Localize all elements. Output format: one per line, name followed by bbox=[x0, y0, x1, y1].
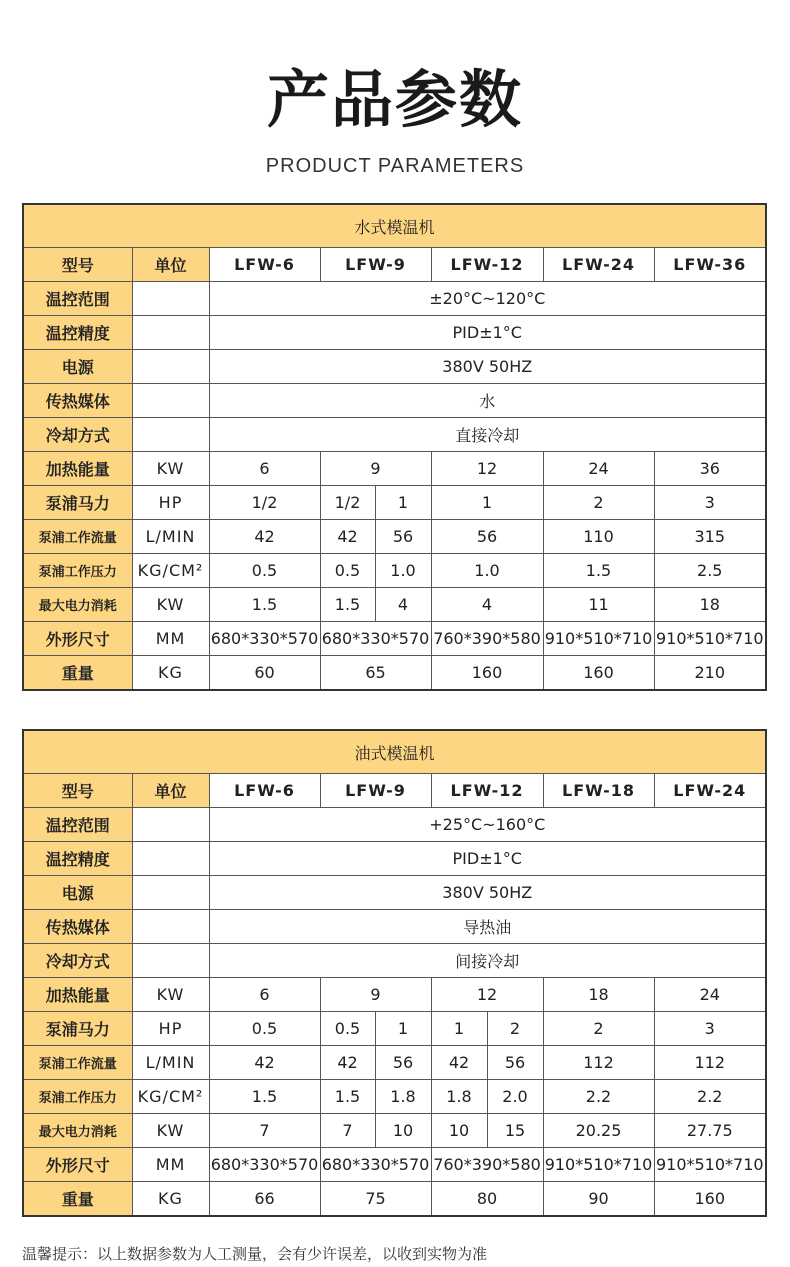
empty-unit-cell bbox=[132, 418, 209, 452]
value-cell: 75 bbox=[320, 1182, 431, 1216]
heating-label: 加热能量 bbox=[23, 978, 132, 1012]
model-cell: LFW-24 bbox=[654, 774, 766, 808]
value-cell: 4 bbox=[375, 588, 431, 622]
value-cell: 15 bbox=[487, 1114, 543, 1148]
size-label: 外形尺寸 bbox=[23, 622, 132, 656]
value-cell: 0.5 bbox=[320, 554, 375, 588]
medium-value: 水 bbox=[209, 384, 766, 418]
unit-cell: KG/CM² bbox=[132, 554, 209, 588]
model-cell: LFW-9 bbox=[320, 774, 431, 808]
power-value: 380V 50HZ bbox=[209, 350, 766, 384]
value-cell: 910*510*710 bbox=[654, 622, 766, 656]
value-cell: 27.75 bbox=[654, 1114, 766, 1148]
value-cell: 1.5 bbox=[209, 1080, 320, 1114]
value-cell: 1.8 bbox=[375, 1080, 431, 1114]
value-cell: 3 bbox=[654, 1012, 766, 1046]
value-cell: 56 bbox=[431, 520, 543, 554]
value-cell: 680*330*570 bbox=[209, 622, 320, 656]
temp-range-value: ±20°C~120°C bbox=[209, 282, 766, 316]
empty-unit-cell bbox=[132, 944, 209, 978]
value-cell: 42 bbox=[320, 1046, 375, 1080]
empty-unit-cell bbox=[132, 316, 209, 350]
value-cell: 80 bbox=[431, 1182, 543, 1216]
value-cell: 56 bbox=[375, 1046, 431, 1080]
unit-cell: KW bbox=[132, 1114, 209, 1148]
size-label: 外形尺寸 bbox=[23, 1148, 132, 1182]
value-cell: 1 bbox=[375, 1012, 431, 1046]
value-cell: 1 bbox=[431, 486, 543, 520]
maxpower-label: 最大电力消耗 bbox=[23, 588, 132, 622]
unit-label: 单位 bbox=[132, 248, 209, 282]
unit-cell: HP bbox=[132, 486, 209, 520]
unit-cell: KW bbox=[132, 588, 209, 622]
type-label: 型号 bbox=[23, 774, 132, 808]
value-cell: 1/2 bbox=[320, 486, 375, 520]
value-cell: 18 bbox=[654, 588, 766, 622]
value-cell: 24 bbox=[543, 452, 654, 486]
value-cell: 36 bbox=[654, 452, 766, 486]
value-cell: 7 bbox=[320, 1114, 375, 1148]
flow-label: 泵浦工作流量 bbox=[23, 520, 132, 554]
value-cell: 2.5 bbox=[654, 554, 766, 588]
pump-hp-label: 泵浦马力 bbox=[23, 1012, 132, 1046]
empty-unit-cell bbox=[132, 350, 209, 384]
unit-label: 单位 bbox=[132, 774, 209, 808]
value-cell: 12 bbox=[431, 452, 543, 486]
value-cell: 60 bbox=[209, 656, 320, 690]
value-cell: 56 bbox=[375, 520, 431, 554]
value-cell: 160 bbox=[654, 1182, 766, 1216]
unit-cell: KG bbox=[132, 1182, 209, 1216]
value-cell: 4 bbox=[431, 588, 543, 622]
value-cell: 42 bbox=[209, 1046, 320, 1080]
empty-unit-cell bbox=[132, 910, 209, 944]
oil-spec-table bbox=[22, 729, 767, 1217]
value-cell: 1.0 bbox=[431, 554, 543, 588]
value-cell: 0.5 bbox=[209, 1012, 320, 1046]
pump-hp-label: 泵浦马力 bbox=[23, 486, 132, 520]
accuracy-label: 温控精度 bbox=[23, 842, 132, 876]
value-cell: 680*330*570 bbox=[209, 1148, 320, 1182]
value-cell: 6 bbox=[209, 978, 320, 1012]
value-cell: 112 bbox=[543, 1046, 654, 1080]
pressure-label: 泵浦工作压力 bbox=[23, 554, 132, 588]
value-cell: 1 bbox=[431, 1012, 487, 1046]
temp-range-label: 温控范围 bbox=[23, 282, 132, 316]
model-cell: LFW-18 bbox=[543, 774, 654, 808]
value-cell: 65 bbox=[320, 656, 431, 690]
value-cell: 1 bbox=[375, 486, 431, 520]
value-cell: 680*330*570 bbox=[320, 1148, 431, 1182]
unit-cell: KW bbox=[132, 452, 209, 486]
cooling-value: 间接冷却 bbox=[209, 944, 766, 978]
value-cell: 1.0 bbox=[375, 554, 431, 588]
value-cell: 12 bbox=[431, 978, 543, 1012]
medium-value: 导热油 bbox=[209, 910, 766, 944]
water-spec-table bbox=[22, 203, 767, 691]
power-label: 电源 bbox=[23, 876, 132, 910]
cooling-label: 冷却方式 bbox=[23, 944, 132, 978]
value-cell: 1.5 bbox=[209, 588, 320, 622]
accuracy-value: PID±1°C bbox=[209, 842, 766, 876]
model-cell: LFW-36 bbox=[654, 248, 766, 282]
footnote: 温馨提示：以上数据参数为人工测量，会有少许误差，以收到实物为准 bbox=[22, 1245, 488, 1263]
value-cell: 2.2 bbox=[543, 1080, 654, 1114]
value-cell: 10 bbox=[431, 1114, 487, 1148]
empty-unit-cell bbox=[132, 876, 209, 910]
value-cell: 7 bbox=[209, 1114, 320, 1148]
empty-unit-cell bbox=[132, 282, 209, 316]
accuracy-value: PID±1°C bbox=[209, 316, 766, 350]
unit-cell: L/MIN bbox=[132, 1046, 209, 1080]
value-cell: 90 bbox=[543, 1182, 654, 1216]
value-cell: 110 bbox=[543, 520, 654, 554]
water-table-heading: 水式模温机 bbox=[23, 204, 766, 248]
temp-range-value: +25°C~160°C bbox=[209, 808, 766, 842]
weight-label: 重量 bbox=[23, 656, 132, 690]
model-cell: LFW-12 bbox=[431, 248, 543, 282]
value-cell: 2 bbox=[543, 1012, 654, 1046]
power-value: 380V 50HZ bbox=[209, 876, 766, 910]
value-cell: 18 bbox=[543, 978, 654, 1012]
model-cell: LFW-6 bbox=[209, 248, 320, 282]
value-cell: 315 bbox=[654, 520, 766, 554]
empty-unit-cell bbox=[132, 842, 209, 876]
model-cell: LFW-12 bbox=[431, 774, 543, 808]
value-cell: 760*390*580 bbox=[431, 622, 543, 656]
value-cell: 1.5 bbox=[320, 1080, 375, 1114]
value-cell: 42 bbox=[209, 520, 320, 554]
value-cell: 160 bbox=[431, 656, 543, 690]
value-cell: 210 bbox=[654, 656, 766, 690]
accuracy-label: 温控精度 bbox=[23, 316, 132, 350]
value-cell: 2.2 bbox=[654, 1080, 766, 1114]
page-title: 产品参数 bbox=[266, 63, 523, 136]
empty-unit-cell bbox=[132, 384, 209, 418]
oil-table-heading: 油式模温机 bbox=[23, 730, 766, 774]
value-cell: 160 bbox=[543, 656, 654, 690]
value-cell: 2.0 bbox=[487, 1080, 543, 1114]
value-cell: 56 bbox=[487, 1046, 543, 1080]
value-cell: 20.25 bbox=[543, 1114, 654, 1148]
model-cell: LFW-6 bbox=[209, 774, 320, 808]
value-cell: 1/2 bbox=[209, 486, 320, 520]
value-cell: 42 bbox=[431, 1046, 487, 1080]
value-cell: 910*510*710 bbox=[654, 1148, 766, 1182]
medium-label: 传热媒体 bbox=[23, 384, 132, 418]
value-cell: 2 bbox=[543, 486, 654, 520]
value-cell: 0.5 bbox=[209, 554, 320, 588]
value-cell: 1.8 bbox=[431, 1080, 487, 1114]
value-cell: 9 bbox=[320, 978, 431, 1012]
value-cell: 760*390*580 bbox=[431, 1148, 543, 1182]
cooling-value: 直接冷却 bbox=[209, 418, 766, 452]
value-cell: 11 bbox=[543, 588, 654, 622]
type-label: 型号 bbox=[23, 248, 132, 282]
unit-cell: KG bbox=[132, 656, 209, 690]
unit-cell: L/MIN bbox=[132, 520, 209, 554]
unit-cell: MM bbox=[132, 1148, 209, 1182]
value-cell: 0.5 bbox=[320, 1012, 375, 1046]
heating-label: 加热能量 bbox=[23, 452, 132, 486]
page-subtitle: PRODUCT PARAMETERS bbox=[265, 155, 525, 177]
temp-range-label: 温控范围 bbox=[23, 808, 132, 842]
value-cell: 910*510*710 bbox=[543, 622, 654, 656]
weight-label: 重量 bbox=[23, 1182, 132, 1216]
model-cell: LFW-24 bbox=[543, 248, 654, 282]
maxpower-label: 最大电力消耗 bbox=[23, 1114, 132, 1148]
value-cell: 1.5 bbox=[543, 554, 654, 588]
value-cell: 680*330*570 bbox=[320, 622, 431, 656]
value-cell: 112 bbox=[654, 1046, 766, 1080]
value-cell: 1.5 bbox=[320, 588, 375, 622]
value-cell: 2 bbox=[487, 1012, 543, 1046]
medium-label: 传热媒体 bbox=[23, 910, 132, 944]
value-cell: 42 bbox=[320, 520, 375, 554]
value-cell: 9 bbox=[320, 452, 431, 486]
flow-label: 泵浦工作流量 bbox=[23, 1046, 132, 1080]
value-cell: 3 bbox=[654, 486, 766, 520]
value-cell: 910*510*710 bbox=[543, 1148, 654, 1182]
unit-cell: MM bbox=[132, 622, 209, 656]
value-cell: 10 bbox=[375, 1114, 431, 1148]
power-label: 电源 bbox=[23, 350, 132, 384]
value-cell: 24 bbox=[654, 978, 766, 1012]
empty-unit-cell bbox=[132, 808, 209, 842]
value-cell: 66 bbox=[209, 1182, 320, 1216]
unit-cell: KG/CM² bbox=[132, 1080, 209, 1114]
cooling-label: 冷却方式 bbox=[23, 418, 132, 452]
model-cell: LFW-9 bbox=[320, 248, 431, 282]
unit-cell: HP bbox=[132, 1012, 209, 1046]
value-cell: 6 bbox=[209, 452, 320, 486]
pressure-label: 泵浦工作压力 bbox=[23, 1080, 132, 1114]
unit-cell: KW bbox=[132, 978, 209, 1012]
